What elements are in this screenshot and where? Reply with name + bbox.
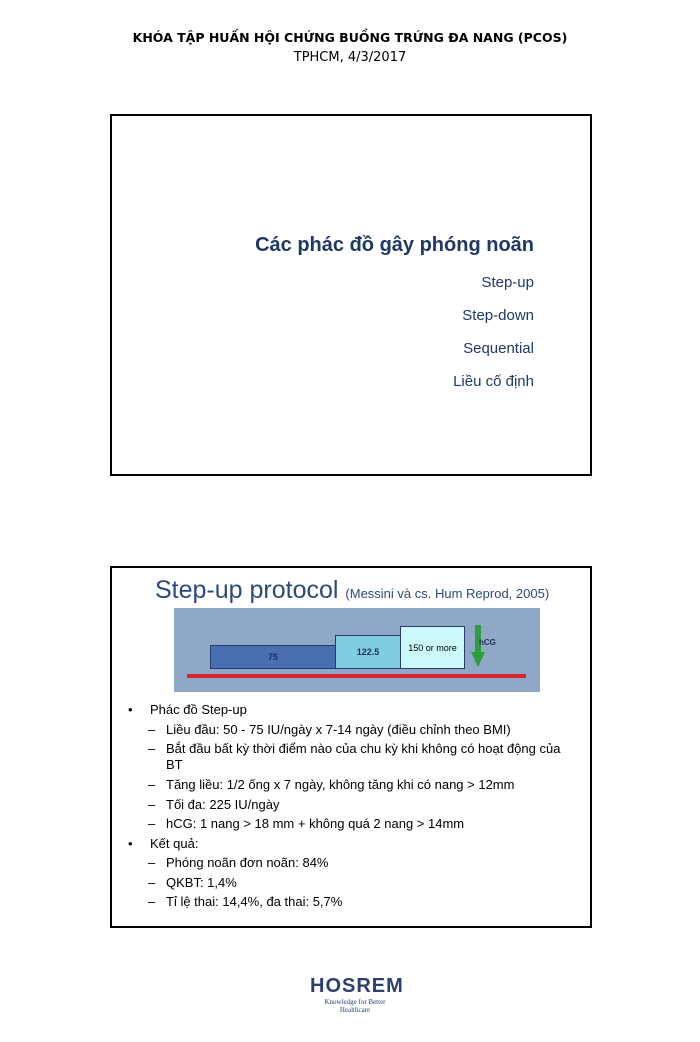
slide-title: Các phác đồ gây phóng noãn [255,234,534,256]
title-text: Step-up protocol [155,576,339,604]
sub-bullet: – Bắt đầu bất kỳ thời điểm nào của chu kỳ khi không có hoạt động của BT [126,741,590,773]
bullet-item: • Kết quả: [126,834,590,854]
sub-bullet: – Liều đầu: 50 - 75 IU/ngày x 7-14 ngày (điều chỉnh theo BMI) [126,720,590,740]
sub-bullet: – hCG: 1 nang > 18 mm + không quá 2 nang > 14mm [126,814,590,834]
slide-1 [110,114,592,476]
slide-2 [110,566,592,928]
sub-bullet: – Tỉ lệ thai: 14,4%, đa thai: 5,7% [126,892,590,912]
protocol-diagram [174,608,540,692]
document-header-title: KHÓA TẬP HUẤN HỘI CHỨNG BUỒNG TRỨNG ĐA NANG (PCOS) [132,30,568,45]
sub-bullet: – Tối đa: 225 IU/ngày [126,795,590,815]
sub-bullet: – QKBT: 1,4% [126,873,590,893]
sub-bullet: – Tăng liều: 1/2 ống x 7 ngày, không tăng khi có nang > 12mm [126,775,590,795]
step-bar-1: 75 [210,645,336,669]
logo-text: HOSREM [310,975,404,997]
step-bar-3: 150 or more [400,626,465,669]
step-bar-2: 122.5 [335,635,401,669]
bullet-item: • Phác đồ Step-up [126,700,590,720]
citation: (Messini và cs. Hum Reprod, 2005) [345,586,550,601]
list-item: Step-up [481,274,534,291]
timeline-line [187,674,526,678]
list-item: Liều cố định [453,373,534,390]
logo-tagline: Knowledge for Better Healthcare [324,998,386,1014]
list-item: Sequential [463,340,534,357]
slide-title [155,576,549,605]
list-item: Step-down [462,307,534,324]
bullet-list [126,700,590,912]
sub-bullet: – Phóng noãn đơn noãn: 84% [126,853,590,873]
document-header-subtitle: TPHCM, 4/3/2017 [293,50,407,65]
hosrem-logo [310,975,404,1014]
hcg-label: hCG [479,638,496,647]
